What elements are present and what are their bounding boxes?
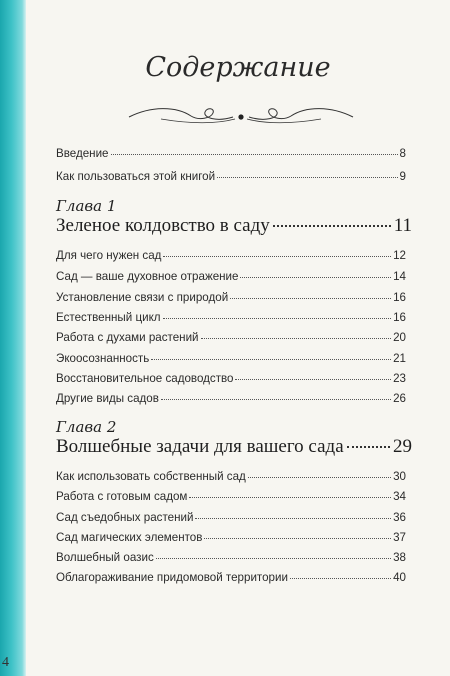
toc-entry-page: 38 [393, 551, 406, 564]
chapter-title-entry[interactable] [56, 436, 412, 458]
toc-entry[interactable] [56, 392, 406, 405]
toc-entry-label: Экоосознанность [56, 352, 150, 365]
flourish-ornament-icon [121, 102, 361, 132]
toc-entry[interactable] [56, 311, 406, 324]
chapter-page: 29 [393, 436, 412, 457]
toc-entry[interactable] [56, 551, 406, 564]
toc-entry[interactable] [56, 372, 406, 385]
toc-entry-page: 20 [393, 331, 406, 344]
toc-entry-page: 21 [393, 352, 406, 365]
toc-entry-label: Облагораживание придомовой территории [56, 571, 288, 584]
chapter-title: Зеленое колдовство в саду [56, 215, 270, 236]
page-title: Содержание [145, 52, 331, 83]
toc-entry-page: 40 [393, 571, 406, 584]
dot-leader [151, 359, 391, 360]
toc-entry-label: Для чего нужен сад [56, 249, 162, 262]
toc-entry-label: Другие виды садов [56, 392, 159, 405]
toc-entry-label: Введение [56, 147, 109, 160]
dot-leader [111, 154, 398, 155]
toc-entry[interactable] [56, 291, 406, 304]
toc-entry[interactable] [56, 571, 406, 584]
toc-entry[interactable] [56, 470, 406, 483]
toc-entry-page: 26 [393, 392, 406, 405]
page-number: 4 [2, 655, 9, 670]
toc-entry-page: 37 [393, 531, 406, 544]
chapter-title: Волшебные задачи для вашего сада [56, 436, 344, 457]
toc-entry[interactable] [56, 270, 406, 283]
toc-entry-label: Сад — ваше духовное отражение [56, 270, 239, 283]
toc-entry-page: 12 [393, 249, 406, 262]
dot-leader [189, 497, 391, 498]
toc-entry[interactable] [56, 331, 406, 344]
toc-entry[interactable] [56, 170, 406, 183]
dot-leader [248, 477, 391, 478]
dot-leader [347, 446, 390, 448]
toc-entry-page: 34 [393, 490, 406, 503]
toc-entry-page: 9 [399, 170, 406, 183]
dot-leader [163, 318, 392, 319]
toc-entry-label: Сад съедобных растений [56, 511, 194, 524]
dot-leader [161, 399, 391, 400]
toc-entry-label: Сад магических элементов [56, 531, 203, 544]
toc-entry-page: 14 [393, 270, 406, 283]
chapter-label: Глава 2 [56, 418, 117, 436]
toc-entry[interactable] [56, 147, 406, 160]
book-spine-edge [0, 0, 26, 676]
dot-leader [273, 225, 391, 227]
toc-entry-label: Работа с готовым садом [56, 490, 188, 503]
toc-entry[interactable] [56, 352, 406, 365]
toc-entry-label: Волшебный оазис [56, 551, 154, 564]
toc-page [26, 0, 450, 676]
toc-entry-page: 16 [393, 311, 406, 324]
dot-leader [204, 538, 391, 539]
toc-entry-page: 8 [399, 147, 406, 160]
dot-leader [230, 298, 391, 299]
dot-leader [240, 277, 391, 278]
toc-entry-page: 30 [393, 470, 406, 483]
toc-entry-page: 16 [393, 291, 406, 304]
dot-leader [163, 256, 391, 257]
toc-entry[interactable] [56, 531, 406, 544]
toc-entry-page: 36 [393, 511, 406, 524]
toc-entry[interactable] [56, 490, 406, 503]
dot-leader [235, 379, 391, 380]
dot-leader [290, 578, 391, 579]
toc-entry[interactable] [56, 249, 406, 262]
toc-entry-label: Как использовать собственный сад [56, 470, 246, 483]
toc-entry-label: Установление связи с природой [56, 291, 229, 304]
toc-entry-label: Работа с духами растений [56, 331, 199, 344]
toc-entry-label: Как пользоваться этой книгой [56, 170, 216, 183]
toc-entry-label: Восстановительное садоводство [56, 372, 234, 385]
chapter-title-entry[interactable] [56, 215, 412, 237]
toc-entry-page: 23 [393, 372, 406, 385]
dot-leader [217, 177, 397, 178]
dot-leader [156, 558, 391, 559]
toc-entry-label: Естественный цикл [56, 311, 161, 324]
chapter-label: Глава 1 [56, 197, 117, 215]
dot-leader [195, 518, 391, 519]
dot-leader [201, 338, 392, 339]
chapter-page: 11 [393, 215, 412, 236]
toc-entry[interactable] [56, 511, 406, 524]
